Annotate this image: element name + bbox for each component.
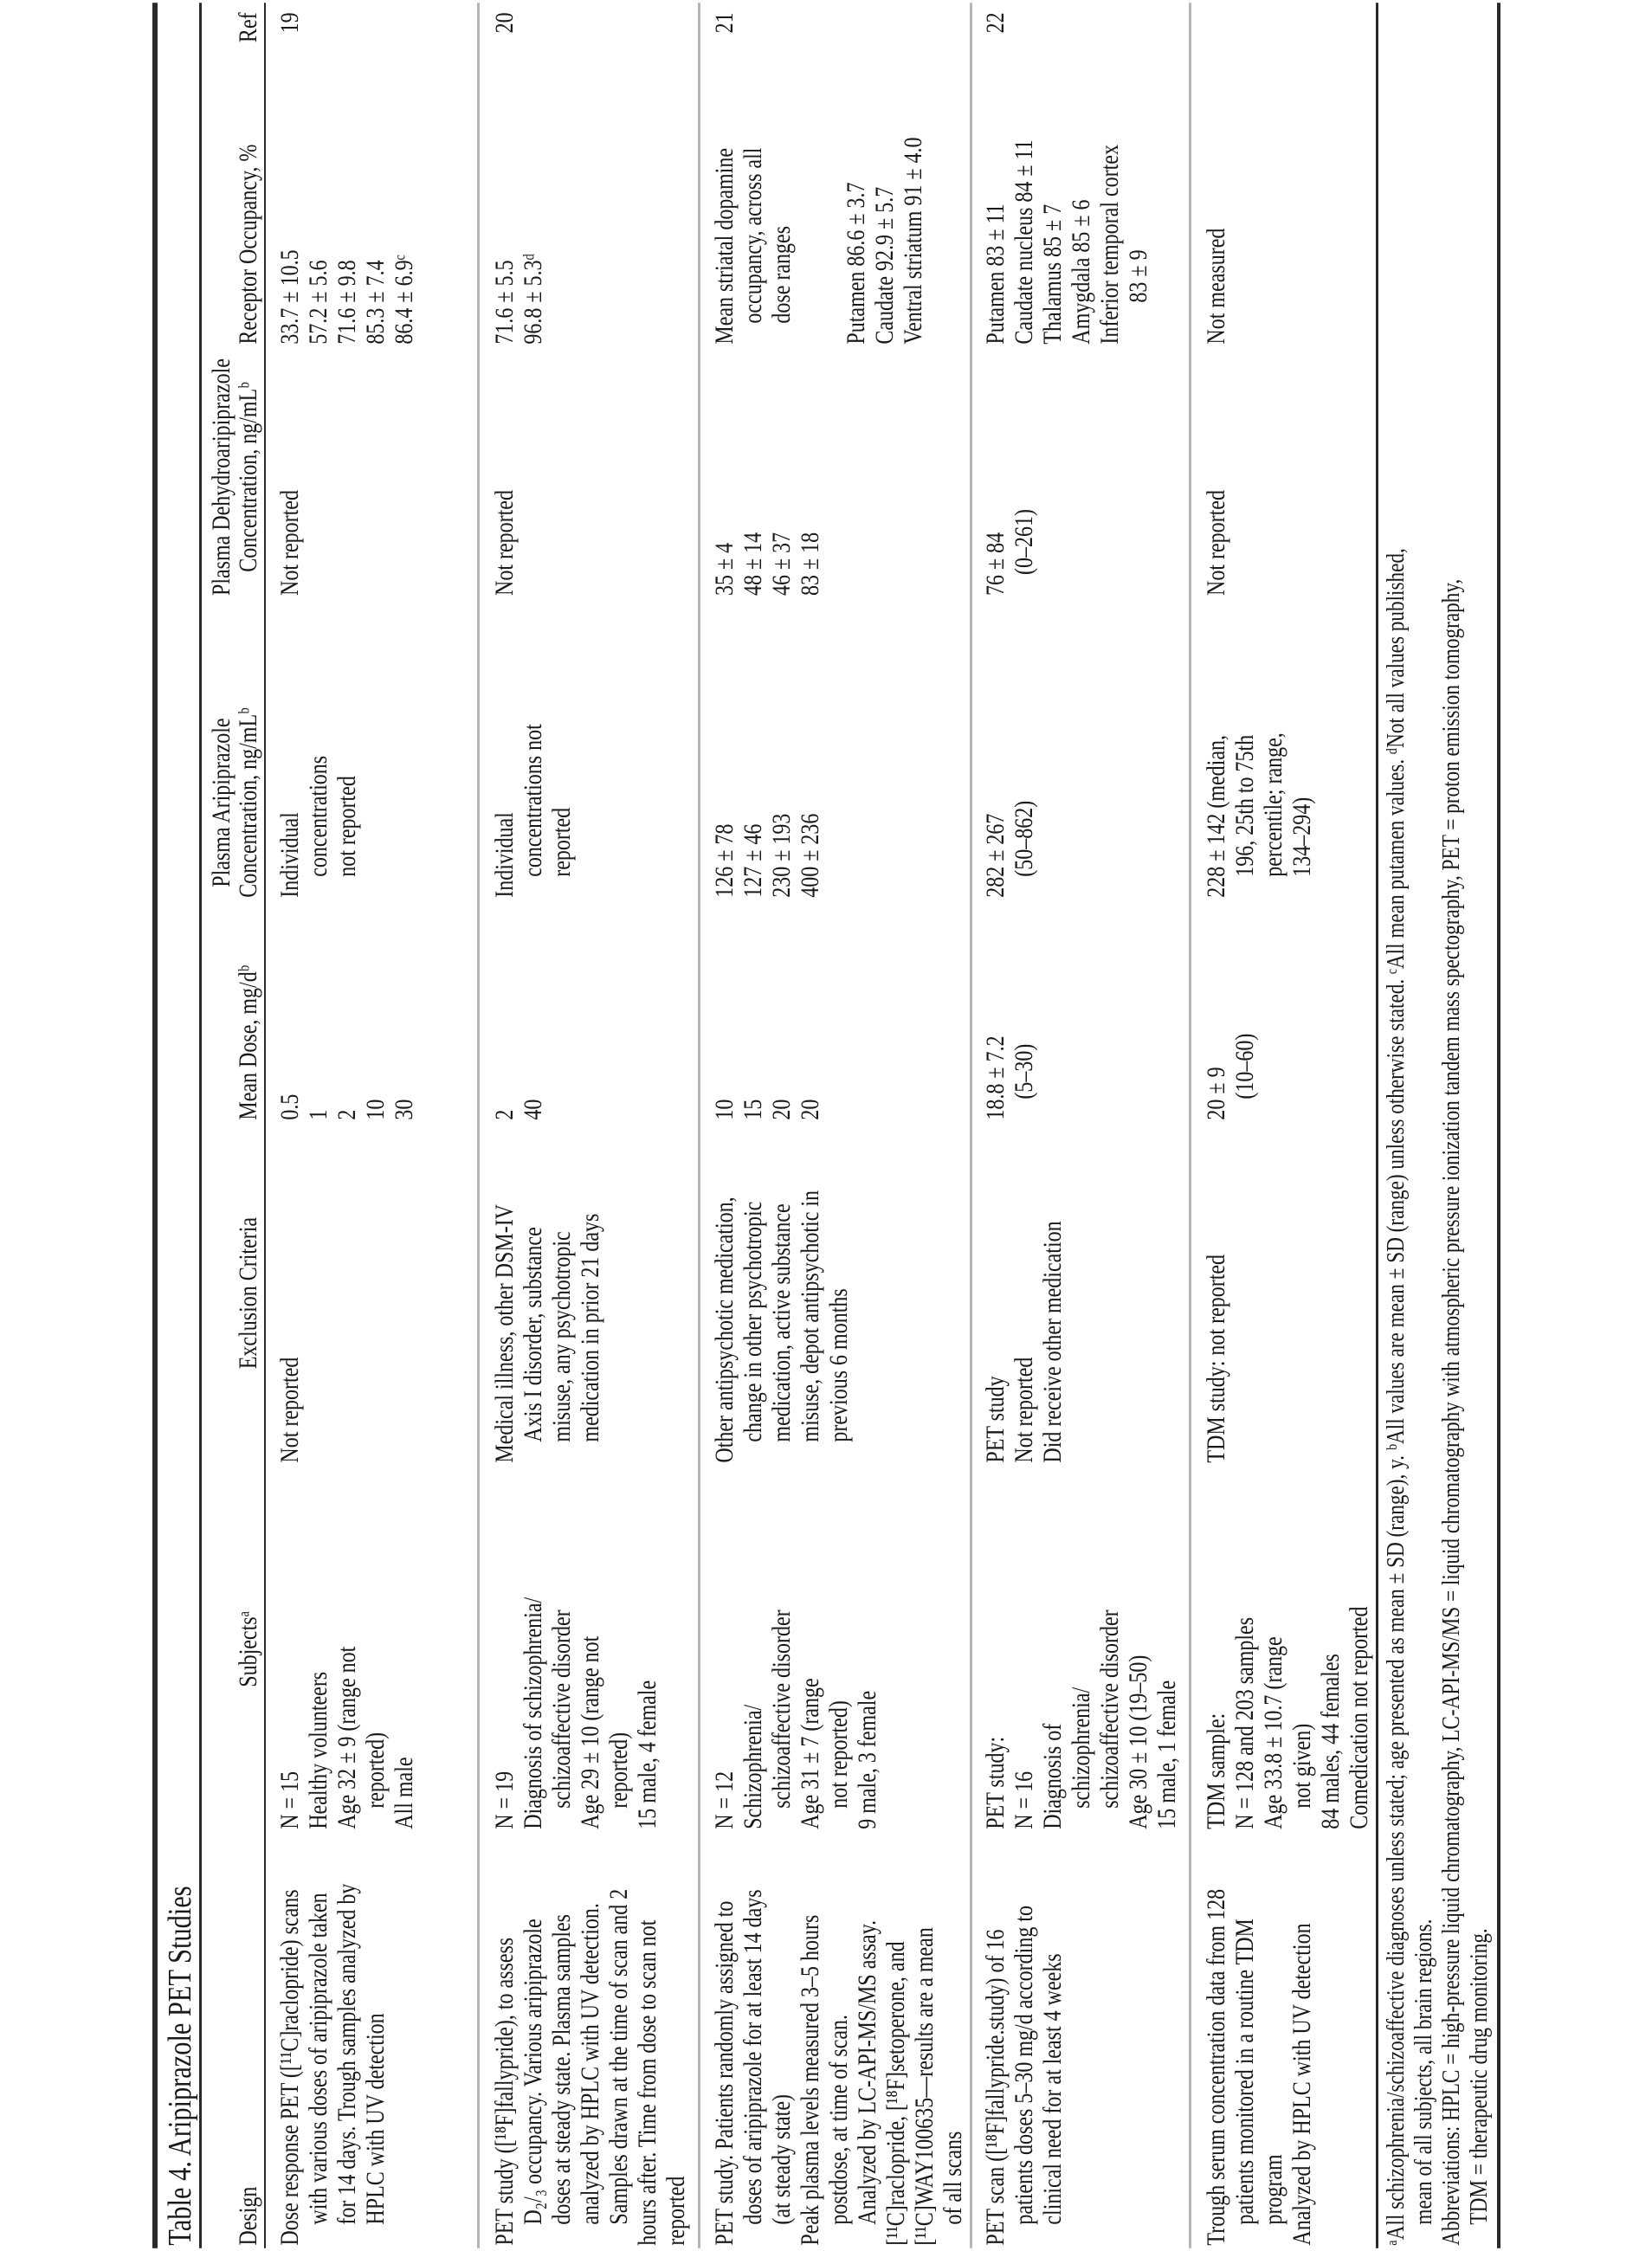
- cell-line: 33.7 ± 10.5: [275, 249, 304, 345]
- cell-line: 83 ± 9: [1124, 249, 1152, 303]
- column-header-design: [235, 2187, 261, 2246]
- cell-line: Individual: [490, 812, 519, 898]
- cell-line: 134–294): [1287, 797, 1316, 877]
- cell-line: for 14 days. Trough samples analyzed by: [332, 1883, 361, 2225]
- cell-line: Medical illness, other DSM-IV: [490, 1203, 519, 1463]
- column-header-line: Plasma Aripiprazole: [207, 718, 236, 887]
- cell-line: [¹¹C]WAY100635—results are a mean: [910, 1927, 939, 2246]
- cell-line: N = 16: [1010, 1770, 1038, 1829]
- cell-line: reported: [661, 2176, 690, 2246]
- cell-ref: [490, 12, 519, 62]
- cell-line: 10: [361, 1099, 390, 1120]
- cell-line: Amygdala 85 ± 6: [1067, 199, 1095, 345]
- cell-dose: [1202, 902, 1259, 1120]
- cell-occupancy: [275, 68, 418, 345]
- column-header-subjects: [235, 1469, 261, 1829]
- cell-line: Not reported: [275, 490, 304, 596]
- column-header-line: Design: [234, 2186, 262, 2246]
- cell-line: 15 male, 4 female: [633, 1680, 661, 1829]
- cell-subjects: [275, 1469, 418, 1829]
- cell-line: Samples drawn at the time of scan and 2: [604, 1888, 633, 2225]
- cell-line: Trough serum concentration data from 128: [1202, 1888, 1230, 2246]
- cell-line: Not reported: [1010, 1357, 1038, 1463]
- cell-line: Putamen 83 ± 11: [981, 203, 1010, 345]
- cell-line: analyzed by HPLC with UV detection.: [576, 1903, 604, 2225]
- cell-line: Not reported: [490, 490, 519, 596]
- cell-line: 40: [519, 1099, 547, 1120]
- cell-exclusion: [275, 1124, 304, 1463]
- cell-line: 71.6 ± 5.5: [490, 260, 519, 345]
- cell-line: Age 30 ± 10 (19–50): [1124, 1654, 1152, 1829]
- cell-line: All male: [390, 1757, 418, 1829]
- column-header-line: Plasma Dehydroaripiprazole: [207, 358, 236, 596]
- cell-plasma: [710, 600, 824, 898]
- cell-line: Did receive other medication: [1038, 1221, 1067, 1463]
- cell-subjects: [981, 1469, 1181, 1829]
- cell-line: 57.2 ± 5.6: [304, 260, 332, 345]
- column-header-line: Concentration, ng/mLᵇ: [234, 382, 262, 572]
- column-header-line: Ref: [234, 12, 262, 43]
- column-header-line: Subjectsᵃ: [234, 1610, 262, 1687]
- cell-line: 228 ± 142 (median,: [1202, 734, 1230, 898]
- cell-design: [275, 1837, 390, 2246]
- cell-line: 10: [710, 1099, 739, 1120]
- footnote-line: Abbreviations: HPLC = high-pressure liquid chromatography, LC-API-MS/MS = liquid chromatography with atmospheric pressure ionization tandem mass spectography, PET = proton emission tomography,: [1437, 578, 1465, 2246]
- cell-design: [1202, 1837, 1316, 2246]
- cell-plasma: [1202, 600, 1316, 898]
- cell-line: [¹¹C]raclopride, [¹⁸F]setoperone, and: [881, 1941, 910, 2246]
- cell-line: not given): [1287, 1723, 1316, 1809]
- cell-line: 20: [796, 1099, 824, 1120]
- cell-line: Axis I disorder, substance: [519, 1227, 547, 1442]
- column-header-line: Mean Dose, mg/dᵇ: [234, 964, 262, 1120]
- cell-ref: [275, 12, 304, 62]
- cell-line: Not measured: [1202, 228, 1230, 345]
- cell-line: reported: [547, 807, 576, 877]
- cell-line: 83 ± 18: [796, 532, 824, 596]
- cell-line: doses of aripiprazole for at least 14 days: [739, 1889, 767, 2225]
- cell-line: 48 ± 14: [739, 532, 767, 596]
- cell-line: (5–30): [1010, 1043, 1038, 1100]
- cell-line: Individual: [275, 812, 304, 898]
- cell-ref: [710, 12, 739, 62]
- cell-line: percentile; range,: [1259, 732, 1287, 877]
- table-bottom-rule: [1497, 3, 1500, 2248]
- cell-line: PET study:: [981, 1736, 1010, 1829]
- cell-line: 21: [710, 12, 739, 34]
- cell-line: change in other psychotropic: [739, 1201, 767, 1442]
- cell-line: patients doses 5–30 mg/d according to: [1010, 1905, 1038, 2225]
- cell-line: Comedication not reported: [1345, 1606, 1373, 1829]
- column-header-exclusion: [235, 1124, 261, 1463]
- cell-line: (0–261): [1010, 509, 1038, 575]
- cell-line: N = 12: [710, 1770, 739, 1829]
- cell-line: Analyzed by HPLC with UV detection: [1287, 1923, 1316, 2246]
- cell-line: clinical need for at least 4 weeks: [1038, 1953, 1067, 2225]
- cell-plasma: [275, 600, 361, 898]
- cell-line: medication, active substance: [767, 1203, 796, 1442]
- cell-line: misuse, any psychotropic: [547, 1231, 576, 1442]
- cell-line: Dose response PET ([¹¹C]raclopride) scans: [275, 1889, 304, 2246]
- cell-line: 15 male, 1 female: [1152, 1680, 1181, 1829]
- cell-line: Putamen 86.6 ± 3.7: [842, 182, 870, 345]
- cell-line: reported): [604, 1732, 633, 1809]
- cell-line: N = 19: [490, 1770, 519, 1829]
- header-rule: [264, 3, 266, 2248]
- cell-dehydro: [1202, 346, 1230, 596]
- footnote-line: TDM = therapeutic drug monitoring.: [1465, 1928, 1493, 2225]
- cell-dehydro: [275, 346, 304, 596]
- cell-line: Not reported: [1202, 490, 1230, 596]
- cell-line: dose ranges: [767, 225, 796, 324]
- cell-line: concentrations not: [519, 724, 547, 877]
- cell-line: Inferior temporal cortex: [1095, 145, 1124, 345]
- cell-line: 126 ± 78: [710, 823, 739, 898]
- cell-plasma: [981, 600, 1038, 898]
- cell-line: 0.5: [275, 1093, 304, 1120]
- cell-line: Peak plasma levels measured 3–5 hours: [796, 1914, 824, 2246]
- footnote-line: mean of all subjects, all brain regions.: [1410, 1919, 1437, 2225]
- table-footnotes: [1382, 548, 1493, 2245]
- cell-line: Other antipsychotic medication,: [710, 1196, 739, 1463]
- cell-line: 9 male, 3 female: [853, 1690, 881, 1829]
- cell-occupancy: [1202, 68, 1230, 345]
- cell-line: 35 ± 4: [710, 542, 739, 596]
- cell-line: 20: [490, 12, 519, 34]
- cell-line: 76 ± 84: [981, 532, 1010, 596]
- cell-dose: [490, 902, 547, 1120]
- cell-exclusion: [981, 1124, 1067, 1463]
- cell-line: 84 males, 44 females: [1316, 1654, 1345, 1829]
- cell-design: [710, 1837, 967, 2246]
- cell-line: 22: [981, 12, 1010, 34]
- cell-dehydro: [490, 346, 519, 596]
- cell-line: PET study. Patients randomly assigned to: [710, 1900, 739, 2246]
- cell-line: N = 128 and 203 samples: [1230, 1616, 1259, 1829]
- cell-dose: [275, 902, 418, 1120]
- cell-line: Not reported: [275, 1357, 304, 1463]
- cell-occupancy: [490, 68, 547, 345]
- row-separator: [477, 3, 480, 2248]
- cell-line: PET study ([¹⁸F]fallypride), to assess: [490, 1937, 519, 2246]
- cell-line: with various doses of aripiprazole taken: [304, 1893, 332, 2225]
- cell-line: Analyzed by LC-API-MS/MS assay.: [853, 1919, 881, 2225]
- column-header-line: Exclusion Criteria: [234, 1216, 262, 1370]
- cell-line: PET study: [981, 1376, 1010, 1463]
- cell-line: Diagnosis of schizophrenia/: [519, 1596, 547, 1829]
- cell-line: 282 ± 267: [981, 813, 1010, 898]
- cell-line: medication in prior 21 days: [576, 1213, 604, 1442]
- cell-plasma: [490, 600, 576, 898]
- cell-line: 15: [739, 1099, 767, 1120]
- cell-line: 1: [304, 1109, 332, 1120]
- cell-line: TDM study: not reported: [1202, 1254, 1230, 1463]
- cell-dehydro: [710, 346, 824, 596]
- line-gap: [796, 68, 842, 345]
- row-separator: [970, 3, 972, 2248]
- cell-line: of all scans: [939, 2131, 967, 2225]
- cell-line: Schizophrenia/: [739, 1704, 767, 1829]
- column-header-dose: [235, 965, 261, 1120]
- cell-line: 19: [275, 12, 304, 34]
- cell-line: 71.6 ± 9.8: [332, 260, 361, 345]
- column-header-plasma: [208, 707, 261, 897]
- cell-line: Caudate nucleus 84 ± 11: [1010, 139, 1038, 345]
- footnote-line: ᵃAll schizophrenia/schizoaffective diagnoses unless stated; age presented as mean ± SD (range), y. ᵇAll values are mean ± SD (range) unless otherwise stated. ᶜAll mean putamen values. ᵈNot all values published,: [1382, 548, 1410, 2246]
- cell-line: 30: [390, 1099, 418, 1120]
- cell-line: HPLC with UV detection: [361, 2013, 390, 2225]
- footnote-rule: [1376, 3, 1378, 2248]
- row-separator: [1189, 3, 1191, 2248]
- cell-line: hours after. Time from dose to scan not: [633, 1919, 661, 2246]
- cell-exclusion: [1202, 1124, 1230, 1463]
- column-header-occupancy: [235, 145, 261, 345]
- cell-line: program: [1259, 2154, 1287, 2225]
- table-title: Table 4. Aripiprazole PET Studies: [162, 1886, 198, 2246]
- cell-line: postdose, at time of scan.: [824, 2014, 853, 2225]
- cell-design: [490, 1837, 690, 2246]
- title-rule: [199, 3, 202, 2248]
- column-header-ref: [235, 12, 261, 62]
- cell-line: 86.4 ± 6.9ᶜ: [390, 255, 418, 345]
- cell-line: schizoaffective disorder: [767, 1609, 796, 1809]
- cell-line: 18.8 ± 7.2: [981, 1035, 1010, 1120]
- cell-line: not reported): [824, 1700, 853, 1809]
- cell-line: schizoaffective disorder: [1095, 1609, 1124, 1809]
- cell-line: occupancy, across all: [739, 147, 767, 324]
- cell-line: Age 29 ± 10 (range not: [576, 1635, 604, 1829]
- cell-exclusion: [490, 1124, 604, 1463]
- cell-line: TDM sample:: [1202, 1712, 1230, 1829]
- cell-occupancy: [710, 68, 927, 345]
- cell-dose: [981, 902, 1038, 1120]
- cell-line: misuse, depot antipsychotic in: [796, 1190, 824, 1442]
- cell-line: 85.3 ± 7.4: [361, 260, 390, 345]
- cell-subjects: [1202, 1469, 1373, 1829]
- column-header-line: Receptor Occupancy, %: [234, 144, 262, 345]
- cell-ref: [981, 12, 1010, 62]
- column-header-dehydro: [208, 358, 261, 596]
- cell-line: Age 32 ± 9 (range not: [332, 1646, 361, 1829]
- cell-line: 2: [332, 1109, 361, 1120]
- cell-line: Caudate 92.9 ± 5.7: [870, 186, 899, 345]
- cell-line: PET scan ([¹⁸F]fallypride.study) of 16: [981, 1929, 1010, 2246]
- cell-line: Diagnosis of: [1038, 1723, 1067, 1829]
- cell-line: patients monitored in a routine TDM: [1230, 1919, 1259, 2225]
- cell-line: D₂/₃ occupancy. Various aripiprazole: [519, 1919, 547, 2225]
- cell-occupancy: [981, 68, 1152, 345]
- cell-line: 96.8 ± 5.3ᵈ: [519, 253, 547, 345]
- table-top-rule: [152, 3, 158, 2248]
- cell-line: (at steady state): [767, 2094, 796, 2225]
- cell-subjects: [490, 1469, 661, 1829]
- cell-dehydro: [981, 346, 1038, 596]
- cell-line: reported): [361, 1732, 390, 1809]
- cell-line: 400 ± 236: [796, 813, 824, 898]
- cell-line: N = 15: [275, 1770, 304, 1829]
- cell-line: 2: [490, 1109, 519, 1120]
- column-header-line: Concentration, ng/mLᵇ: [234, 707, 262, 898]
- cell-line: concentrations: [304, 755, 332, 877]
- table-header: [204, 0, 261, 2251]
- cell-line: 20: [767, 1099, 796, 1120]
- cell-line: 20 ± 9: [1202, 1067, 1230, 1120]
- cell-line: (10–60): [1230, 1033, 1259, 1100]
- cell-dose: [710, 902, 824, 1120]
- cell-design: [981, 1837, 1067, 2246]
- cell-line: Mean striatal dopamine: [710, 147, 739, 345]
- cell-line: 230 ± 193: [767, 813, 796, 898]
- cell-line: doses at steady state. Plasma samples: [547, 1914, 576, 2225]
- cell-line: schizophrenia/: [1067, 1687, 1095, 1809]
- cell-line: not reported: [332, 776, 361, 877]
- cell-line: (50–862): [1010, 800, 1038, 877]
- cell-exclusion: [710, 1124, 853, 1463]
- row-separator: [698, 3, 700, 2248]
- cell-line: schizoaffective disorder: [547, 1609, 576, 1809]
- cell-line: Healthy volunteers: [304, 1671, 332, 1829]
- cell-line: previous 6 months: [824, 1288, 853, 1442]
- cell-line: Ventral striatum 91 ± 4.0: [899, 137, 927, 345]
- cell-line: 46 ± 37: [767, 532, 796, 596]
- cell-subjects: [710, 1469, 881, 1829]
- cell-line: Age 33.8 ± 10.7 (range: [1259, 1636, 1287, 1829]
- cell-line: Thalamus 85 ± 7: [1038, 203, 1067, 345]
- cell-line: 196, 25th to 75th: [1230, 734, 1259, 877]
- cell-line: Age 31 ± 7 (range: [796, 1678, 824, 1829]
- cell-line: 127 ± 46: [739, 823, 767, 898]
